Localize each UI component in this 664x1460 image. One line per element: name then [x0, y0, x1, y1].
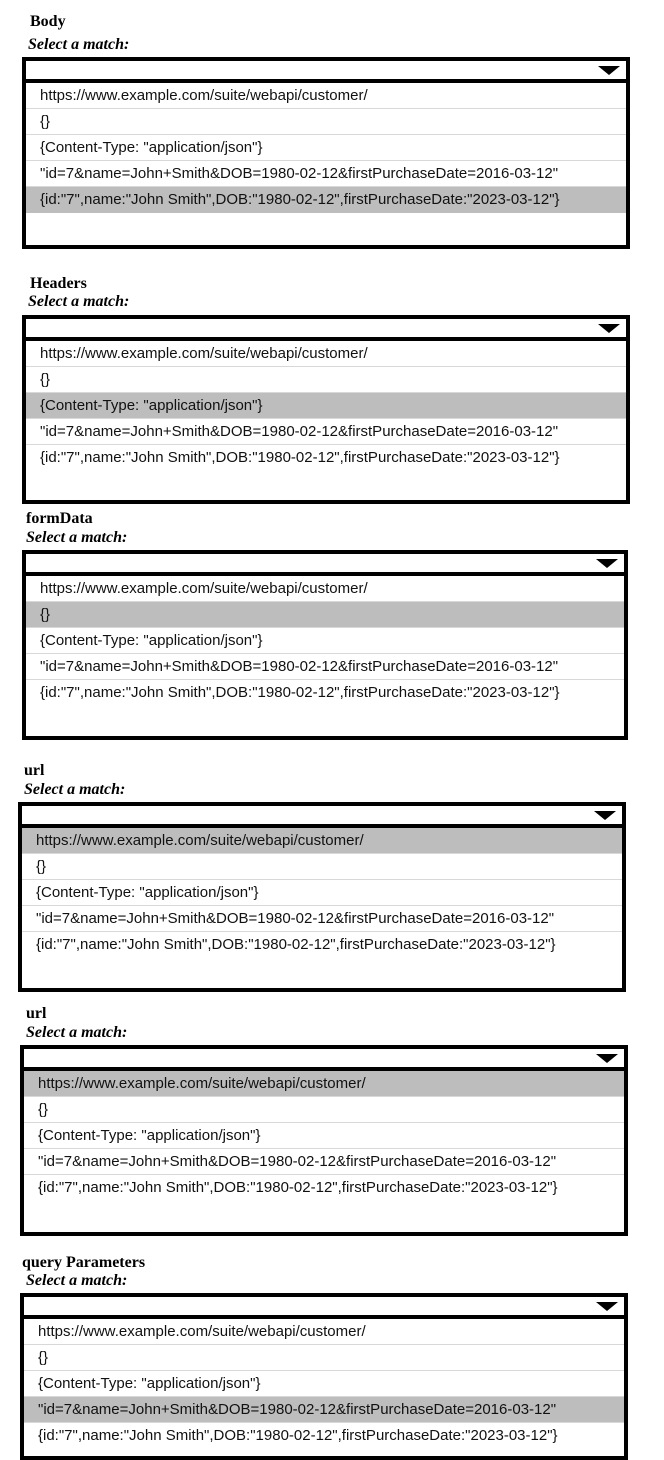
option-list [24, 1071, 624, 1201]
dropdown-option[interactable]: "id=7&name=John+Smith&DOB=1980-02-12&firstPurchaseDate=2016-03-12" [26, 654, 624, 680]
select-prompt: Select a match: [26, 529, 128, 546]
dropdown-option[interactable]: {} [24, 1097, 624, 1123]
dropdown-option[interactable]: {id:"7",name:"John Smith",DOB:"1980-02-12",firstPurchaseDate:"2023-03-12"} [24, 1423, 624, 1449]
dropdown-option[interactable]: {Content-Type: "application/json"} [26, 135, 626, 161]
chevron-down-icon[interactable] [598, 66, 620, 75]
option-overflow-edge [620, 161, 626, 186]
option-overflow-edge [618, 1397, 624, 1422]
dropdown-option[interactable]: https://www.example.com/suite/webapi/customer/ [24, 1319, 624, 1345]
question-title: url [24, 762, 45, 779]
dropdown-option[interactable]: {Content-Type: "application/json"} [26, 393, 626, 419]
dropdown-option[interactable]: https://www.example.com/suite/webapi/customer/ [26, 576, 624, 602]
dropdown-option[interactable]: {Content-Type: "application/json"} [24, 1123, 624, 1149]
dropdown-option[interactable]: {id:"7",name:"John Smith",DOB:"1980-02-12",firstPurchaseDate:"2023-03-12"} [24, 1175, 624, 1201]
option-overflow-edge [620, 419, 626, 444]
option-overflow-edge [616, 906, 622, 931]
chevron-down-icon[interactable] [598, 324, 620, 333]
option-list [26, 576, 624, 706]
select-prompt: Select a match: [24, 781, 126, 798]
question-title: Headers [30, 275, 87, 292]
dropdown-option[interactable]: {} [26, 367, 626, 393]
dropdown-option[interactable]: https://www.example.com/suite/webapi/customer/ [26, 83, 626, 109]
dropdown-toggle[interactable] [24, 1297, 624, 1319]
chevron-down-icon[interactable] [594, 811, 616, 820]
match-dropdown[interactable] [20, 1045, 628, 1236]
option-overflow-edge [618, 654, 624, 679]
chevron-down-icon[interactable] [596, 1302, 618, 1311]
dropdown-option[interactable]: "id=7&name=John+Smith&DOB=1980-02-12&firstPurchaseDate=2016-03-12" [22, 906, 622, 932]
dropdown-option[interactable]: "id=7&name=John+Smith&DOB=1980-02-12&firstPurchaseDate=2016-03-12" [24, 1149, 624, 1175]
chevron-down-icon[interactable] [596, 1054, 618, 1063]
dropdown-option[interactable]: {Content-Type: "application/json"} [26, 628, 624, 654]
dropdown-toggle[interactable] [26, 319, 626, 341]
dropdown-toggle[interactable] [26, 554, 624, 576]
match-dropdown[interactable] [22, 57, 630, 249]
option-list [26, 341, 626, 471]
dropdown-option[interactable]: {} [22, 854, 622, 880]
option-list [24, 1319, 624, 1449]
dropdown-option[interactable]: "id=7&name=John+Smith&DOB=1980-02-12&firstPurchaseDate=2016-03-12" [24, 1397, 624, 1423]
dropdown-option[interactable]: {Content-Type: "application/json"} [22, 880, 622, 906]
question-title: formData [26, 510, 93, 527]
dropdown-toggle[interactable] [26, 61, 626, 83]
dropdown-toggle[interactable] [22, 806, 622, 828]
dropdown-option[interactable]: {} [26, 602, 624, 628]
option-overflow-edge [618, 1149, 624, 1174]
select-prompt: Select a match: [26, 1272, 128, 1289]
dropdown-toggle[interactable] [24, 1049, 624, 1071]
dropdown-option[interactable]: {} [26, 109, 626, 135]
select-prompt: Select a match: [28, 36, 130, 53]
match-dropdown[interactable] [22, 315, 630, 504]
dropdown-option[interactable]: {id:"7",name:"John Smith",DOB:"1980-02-12",firstPurchaseDate:"2023-03-12"} [22, 932, 622, 958]
dropdown-option[interactable]: {id:"7",name:"John Smith",DOB:"1980-02-12",firstPurchaseDate:"2023-03-12"} [26, 187, 626, 213]
option-list [26, 83, 626, 213]
dropdown-option[interactable]: {id:"7",name:"John Smith",DOB:"1980-02-12",firstPurchaseDate:"2023-03-12"} [26, 445, 626, 471]
dropdown-option[interactable]: "id=7&name=John+Smith&DOB=1980-02-12&firstPurchaseDate=2016-03-12" [26, 161, 626, 187]
dropdown-option[interactable]: {Content-Type: "application/json"} [24, 1371, 624, 1397]
dropdown-option[interactable]: https://www.example.com/suite/webapi/customer/ [26, 341, 626, 367]
select-prompt: Select a match: [28, 293, 130, 310]
dropdown-option[interactable]: {} [24, 1345, 624, 1371]
question-title: url [26, 1005, 47, 1022]
question-title: query Parameters [22, 1254, 146, 1271]
dropdown-option[interactable]: https://www.example.com/suite/webapi/customer/ [22, 828, 622, 854]
select-prompt: Select a match: [26, 1024, 128, 1041]
dropdown-option[interactable]: {id:"7",name:"John Smith",DOB:"1980-02-12",firstPurchaseDate:"2023-03-12"} [26, 680, 624, 706]
match-dropdown[interactable] [22, 550, 628, 740]
match-dropdown[interactable] [18, 802, 626, 992]
option-list [22, 828, 622, 958]
question-title: Body [30, 13, 66, 30]
dropdown-option[interactable]: "id=7&name=John+Smith&DOB=1980-02-12&firstPurchaseDate=2016-03-12" [26, 419, 626, 445]
dropdown-option[interactable]: https://www.example.com/suite/webapi/customer/ [24, 1071, 624, 1097]
chevron-down-icon[interactable] [596, 559, 618, 568]
match-dropdown[interactable] [20, 1293, 628, 1460]
